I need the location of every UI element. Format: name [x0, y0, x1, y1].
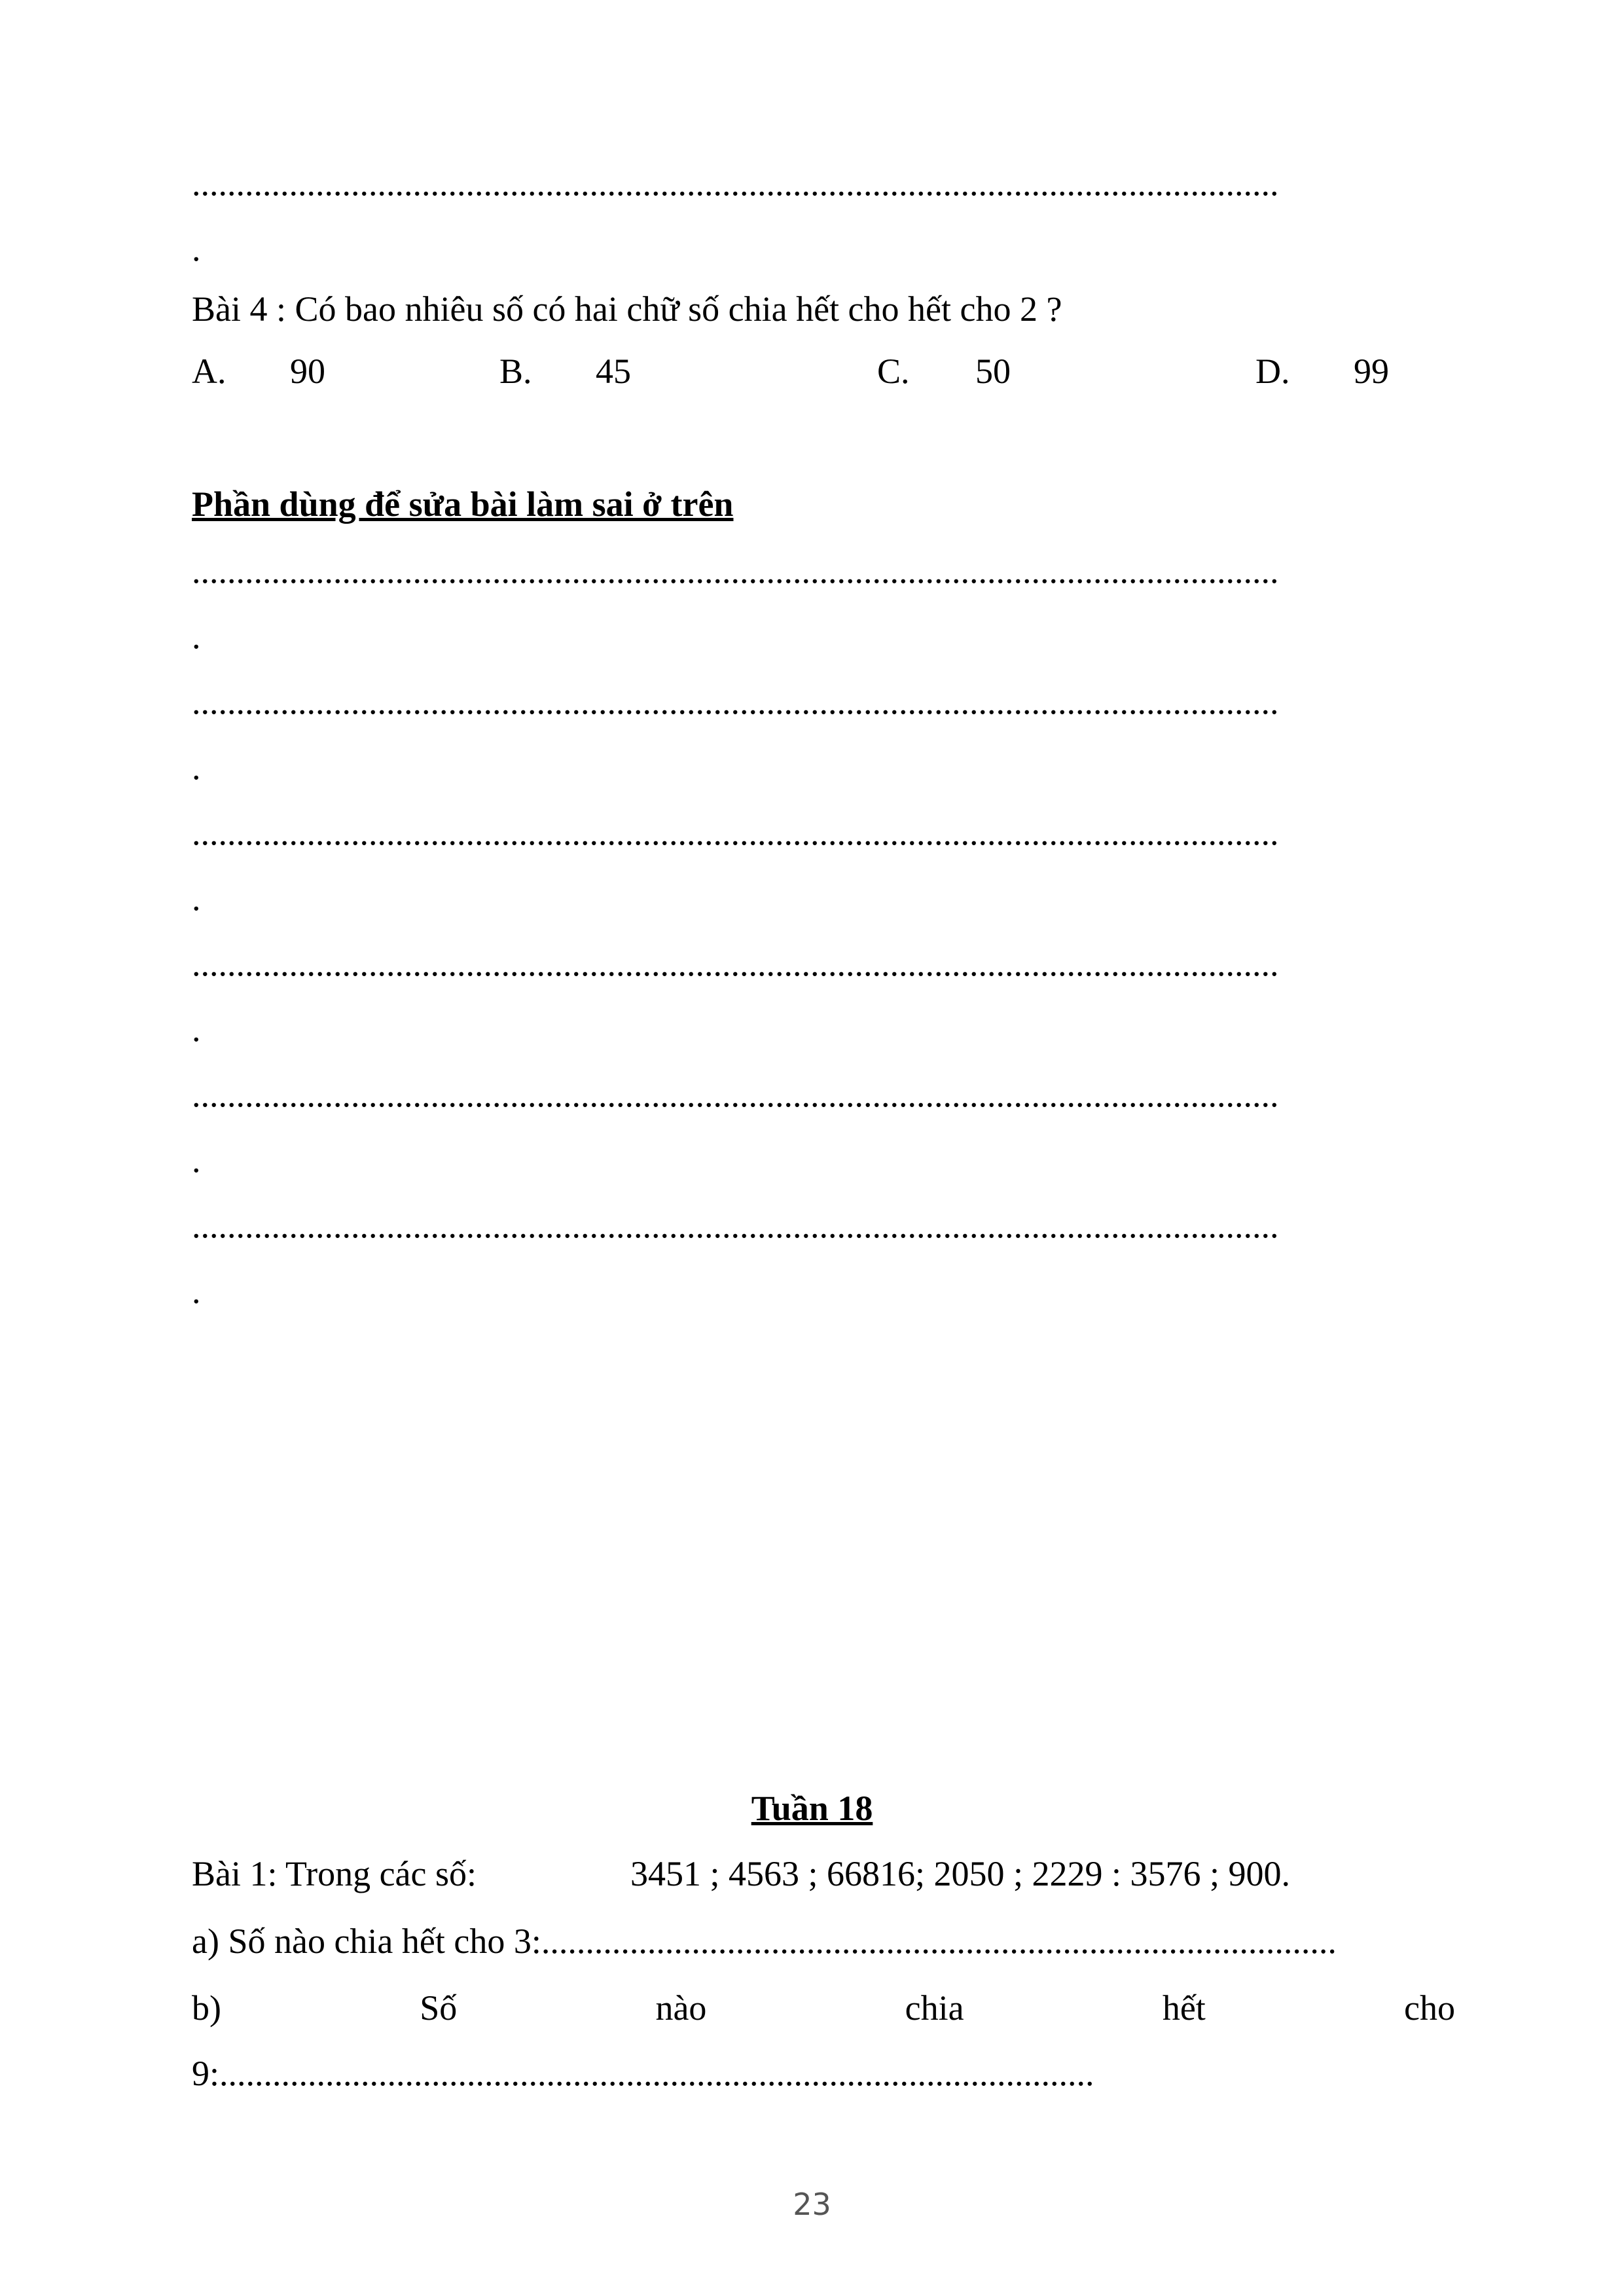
answer-line-dots: ........................................................................................................................... [192, 164, 1279, 203]
option-c-value: 50 [975, 352, 1011, 391]
correction-line-dots: ........................................................................................................................... [192, 813, 1279, 852]
option-b-value: 45 [596, 352, 631, 391]
correction-line-dot: . [192, 617, 201, 656]
option-d-value: 99 [1354, 352, 1389, 391]
week-title: Tuần 18 [751, 1789, 873, 1828]
part-b-continuation: 9:................................................................................................... [192, 2054, 1094, 2093]
correction-line-dots: ........................................................................................................................... [192, 1206, 1279, 1245]
option-c-letter: C. [877, 352, 910, 391]
correction-line-dot: . [192, 1140, 201, 1180]
correction-line-dots: ........................................................................................................................... [192, 1075, 1279, 1114]
part-b-word: cho [1404, 1988, 1455, 2028]
option-a-letter: A. [192, 352, 226, 391]
answer-line-dot: . [192, 229, 201, 268]
bai1-numbers: 3451 ; 4563 ; 66816; 2050 ; 2229 : 3576 ; 900. [630, 1854, 1291, 1893]
correction-line-dots: ........................................................................................................................... [192, 682, 1279, 721]
part-b-word: hết [1162, 1988, 1206, 2028]
part-b-word: nào [655, 1988, 707, 2028]
correction-line-dot: . [192, 1271, 201, 1311]
correction-heading: Phần dùng để sửa bài làm sai ở trên [192, 484, 734, 524]
part-b-word: b) [192, 1988, 221, 2028]
correction-line-dot: . [192, 879, 201, 918]
correction-line-dot: . [192, 1010, 201, 1049]
option-d-letter: D. [1255, 352, 1290, 391]
option-a-value: 90 [290, 352, 325, 391]
part-b-row [192, 1987, 1455, 2029]
bai4-question: Bài 4 : Có bao nhiêu số có hai chữ số chia hết cho hết cho 2 ? [192, 289, 1062, 329]
correction-line-dots: ........................................................................................................................... [192, 944, 1279, 983]
correction-line-dot: . [192, 748, 201, 787]
correction-line-dots: ........................................................................................................................... [192, 551, 1279, 591]
part-a: a) Số nào chia hết cho 3:.......................................................................................... [192, 1922, 1337, 1961]
bai1-label: Bài 1: Trong các số: [192, 1854, 477, 1893]
part-b-word: chia [905, 1988, 964, 2028]
page-number: 23 [793, 2187, 831, 2222]
option-b-letter: B. [499, 352, 532, 391]
part-b-word: Số [420, 1988, 458, 2028]
